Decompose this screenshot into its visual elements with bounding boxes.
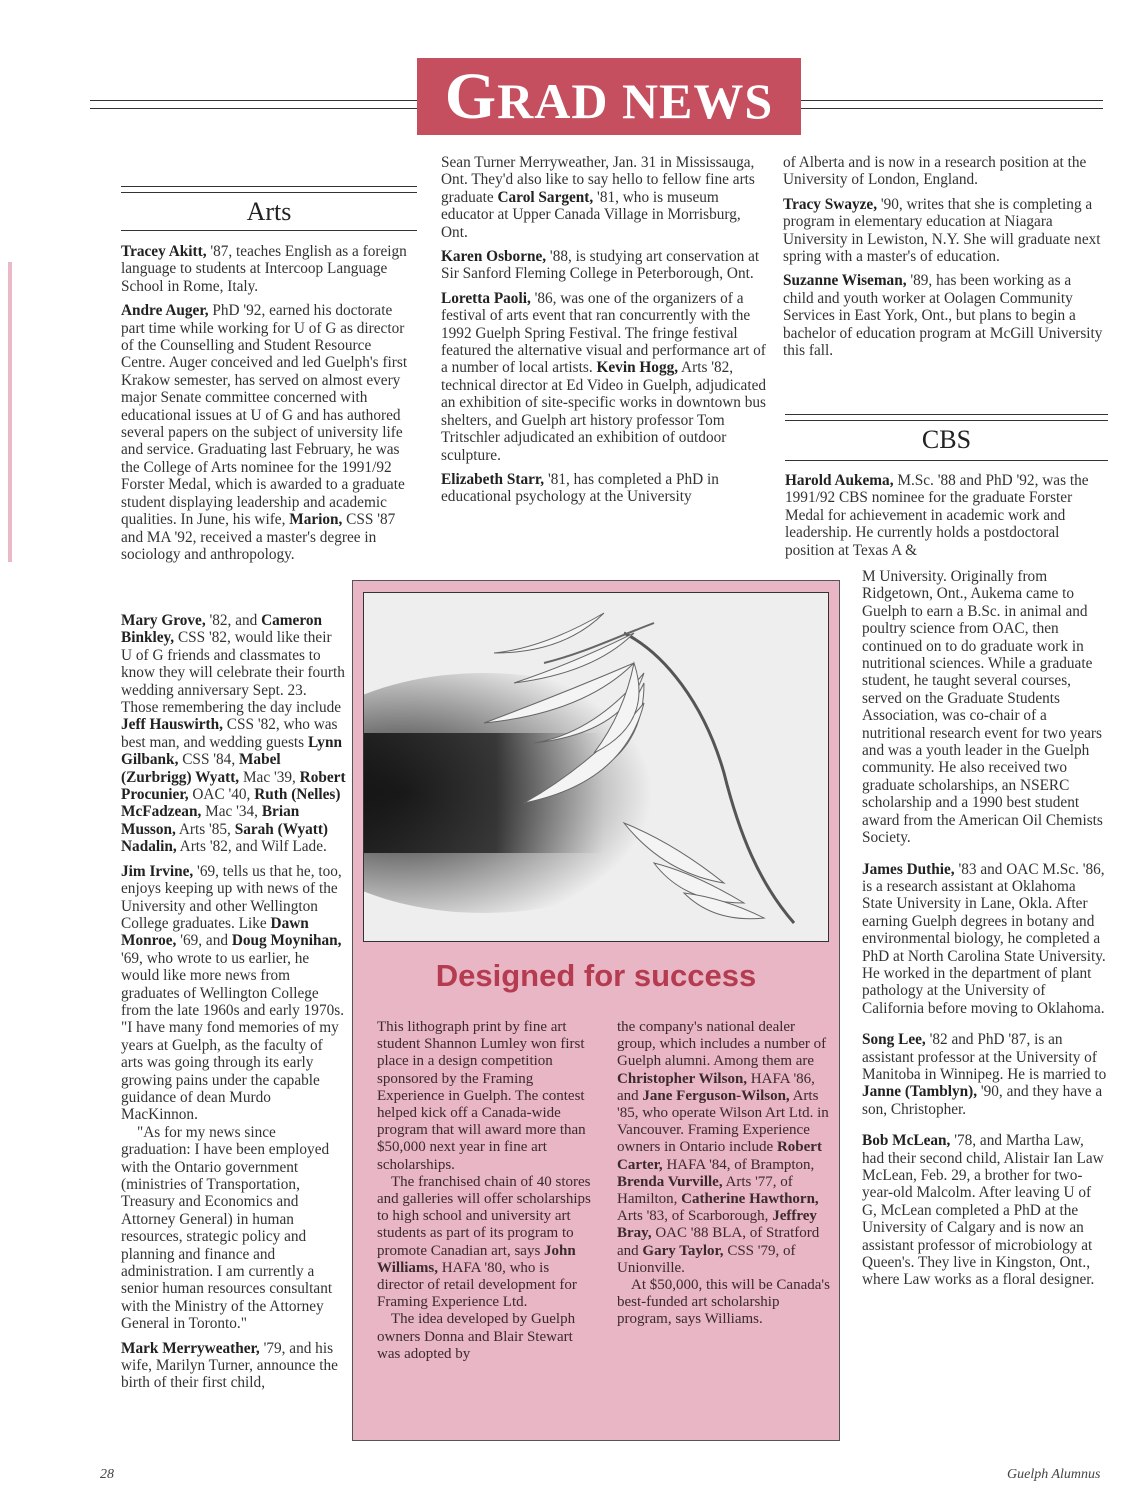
text: '79, and his wife, Marilyn Turner, announce the birth of their first child, xyxy=(121,1339,338,1392)
name: Ruth (Nelles) McFadzean, xyxy=(121,786,341,821)
name: Dawn Monroe, xyxy=(121,914,309,950)
name: Brian Musson, xyxy=(121,803,300,838)
item-james-duthie xyxy=(862,861,1108,1018)
text: '81, has completed a PhD in educational psychology at the University xyxy=(441,470,719,506)
name: Marion, xyxy=(289,511,343,529)
cbs-rule-top xyxy=(785,414,1108,415)
name: Mark Merryweather, xyxy=(121,1339,260,1357)
column-3 xyxy=(783,154,1103,366)
text: OAC '88 BLA, of Stratford and xyxy=(617,1225,820,1259)
item-bob-mclean xyxy=(862,1132,1108,1289)
feature-para-3: The idea developed by Guelph owners Donna and Blair Stewart was adopted by xyxy=(377,1311,576,1362)
text: '88, is studying art conservation at Sir Sanford Fleming College in Peterborough, Ont. xyxy=(441,248,760,283)
text: Mac '39, xyxy=(239,768,300,786)
name: Kevin Hogg, xyxy=(596,359,679,377)
lithograph-photo xyxy=(363,592,829,942)
text: Arts '77, of Hamilton, xyxy=(617,1173,793,1208)
text: '87, teaches English as a foreign language to students at Intercoop Language School in Rome, Italy. xyxy=(121,243,407,295)
name: Brenda Vurville, xyxy=(617,1173,723,1190)
column-2 xyxy=(441,154,767,513)
item-harold-aukema-cont: M University. Originally from Ridgetown, Ont., Aukema came to Guelph to earn a B.Sc. in animal and poultry science from OAC, then continued on to do graduate work in nutritional sciences. While a graduate student, he taught several courses, served on the Graduate Students Association, was co-chair of a nutritional research event for two years and was a youth leader in the Guelph community. He also received two graduate scholarships, an NSERC scholarship and a 1990 best student award from the American Oil Chemists Society. xyxy=(862,568,1103,847)
feature-column-right xyxy=(617,1019,830,1329)
name: Andre Auger, xyxy=(121,302,209,320)
name: Robert Procunier, xyxy=(121,768,346,804)
text: the company's national dealer group, which includes a number of Guelph alumni. Among them are xyxy=(617,1019,827,1070)
masthead-rule-right-bottom xyxy=(801,108,1103,109)
text: CSS '79, of Unionville. xyxy=(617,1242,796,1276)
text: The franchised chain of 40 stores and galleries will offer scholarships to high school and university art students as part of its program to promote Canadian art, says xyxy=(377,1173,591,1259)
feature-title: Designed for success xyxy=(435,958,757,993)
text: Arts '83, of Scarborough, xyxy=(617,1208,773,1225)
item-mark-merryweather xyxy=(121,1340,346,1392)
text: '90, writes that she is completing a program in elementary education at Niagara University in Lewiston, N.Y. She will graduate next spring with a master's of education. xyxy=(783,195,1101,266)
text: HAFA '84, of Brampton, xyxy=(662,1156,815,1173)
item-jim-irvine xyxy=(121,863,346,1124)
text: '69, and xyxy=(176,932,232,950)
feature-para-1: This lithograph print by fine art student Shannon Lumley won first place in a design competition sponsored by the Framing Experience in Guelph. The contest helped kick off a Canada-wide program that will award more than $50,000 next year in fine art scholarships. xyxy=(377,1019,586,1173)
text: Arts '85, xyxy=(175,820,235,838)
column-3-narrow xyxy=(862,568,1108,1296)
name: John Williams, xyxy=(377,1242,576,1276)
name: Lynn Gilbank, xyxy=(121,733,342,769)
item-tracey-akitt xyxy=(121,243,417,295)
item-harold-aukema xyxy=(785,472,1105,559)
name: Jeff Hauswirth, xyxy=(121,716,223,734)
text: '86, was one of the organizers of a festival of arts event that ran concurrently with the 1992 Guelph Spring Festival. The fringe festival featured the alternative visual and performance art of a number of local artists. xyxy=(441,289,766,377)
text: Sean Turner Merryweather, Jan. 31 in Mississauga, Ont. They'd also like to say hello to fellow fine arts graduate xyxy=(441,154,755,206)
name: Sarah (Wyatt) Nadalin, xyxy=(121,820,329,856)
item-tracy-swayze xyxy=(783,196,1103,266)
item-song-lee xyxy=(862,1031,1108,1118)
masthead-cap: G xyxy=(444,60,498,133)
text: '69, tells us that he, too, enjoys keeping up with news of the University and other Wellington College graduates. Like xyxy=(121,862,342,932)
item-elizabeth-starr xyxy=(441,471,767,506)
name: Tracy Swayze, xyxy=(783,195,878,213)
text: '82, and xyxy=(205,612,262,629)
text: Arts '82, and Wilf Lade. xyxy=(176,838,327,856)
name: James Duthie, xyxy=(862,860,955,878)
text: '82 and PhD '87, is an assistant professor at the University of Manitoba in Winnipeg. He is married to xyxy=(862,1031,1107,1083)
text: '83 and OAC M.Sc. '86, is a research assistant at Oklahoma State University in Lane, Okla. After earning Guelph degrees in botany and environmental biology, he completed a PhD at North Carolina State University. He worked in the department of plant pathology at the University of California before moving to Oklahoma. xyxy=(862,860,1106,1017)
page-edge-mark xyxy=(8,262,12,562)
text: M.Sc. '88 and PhD '92, was the 1991/92 CBS nominee for the graduate Forster Medal for achievement in academic work and leadership. He currently holds a postdoctoral position at Texas A & xyxy=(785,472,1089,559)
text: '89, has been working as a child and youth worker at Oolagen Community Services in East York, Ont., but plans to begin a bachelor of education program at McGill University this fall. xyxy=(783,272,1103,360)
masthead-rule-right-top xyxy=(801,100,1103,101)
text: Mac '34, xyxy=(201,803,262,821)
text: HAFA '80, who is director of retail development for Framing Experience Ltd. xyxy=(377,1259,577,1311)
name: Janne (Tamblyn), xyxy=(862,1083,978,1101)
name: Christopher Wilson, xyxy=(617,1070,748,1087)
text: Arts '82, technical director at Ed Video in Guelph, adjudicated an exhibition of site-specific works in downtown bus shelters, and Guelph art history professor Tom Tritschler adjudicated an exhibition of outdoor sculpture. xyxy=(441,359,767,464)
section-heading-cbs: CBS xyxy=(921,425,972,454)
text: CSS '82, who was best man, and wedding guests xyxy=(121,716,338,751)
masthead-grad-news xyxy=(417,58,801,135)
column-3-cbs xyxy=(785,472,1105,559)
text: HAFA '86, and xyxy=(617,1070,815,1104)
item-karen-osborne xyxy=(441,248,767,283)
name: Mary Grove, xyxy=(121,612,206,629)
text: OAC '40, xyxy=(188,786,255,804)
item-jim-irvine-quote: "As for my news since graduation: I have been employed with the Ontario government (ministries of Transportation, Treasury and Economics and Attorney General) in human resources, strategic policy and planning and finance and administration. I am currently a senior human resources consultant with the Ministry of the Attorney General in Toronto." xyxy=(121,1123,333,1333)
item-loretta-paoli xyxy=(441,290,767,464)
item-elizabeth-starr-cont: of Alberta and is now in a research position at the University of London, England. xyxy=(783,154,1087,189)
masthead-rest: RAD NEWS xyxy=(497,73,774,129)
item-carol-sargent xyxy=(441,154,767,241)
arts-rule-top xyxy=(121,186,417,187)
cbs-rule-bottom xyxy=(785,460,1108,461)
arts-rule-bottom xyxy=(121,230,417,231)
text: CSS '84, xyxy=(178,751,239,769)
text: PhD '92, earned his doctorate part time while working for U of G as director of the Counselling and Student Resource Centre. Auger conceived and led Guelph's first Krakow semester, has served on almost every major Senate committee concerned with educational issues at U of G and has authored several papers on the subject of university life and service. Graduating last February, he was the College of Arts nominee for the 1991/92 Forster Medal, which is awarded to a graduate student displaying leadership and academic qualities. In June, his wife, xyxy=(121,302,408,529)
name: Carol Sargent, xyxy=(497,188,594,206)
page-number: 28 xyxy=(100,1467,114,1482)
name: Harold Aukema, xyxy=(785,472,894,489)
name: Tracey Akitt, xyxy=(121,243,207,260)
masthead-rule-left-bottom xyxy=(90,108,417,109)
name: Jane Ferguson-Wilson, xyxy=(642,1087,790,1104)
text: '69, who wrote to us earlier, he would like more news from graduates of Wellington College from the late 1960s and early 1970s. "I have many fond memories of my years at Guelph, as the faculty of arts was going through its early growing pains under the capable guidance of dean Murdo MacKinnon. xyxy=(121,949,345,1124)
name: Elizabeth Starr, xyxy=(441,470,545,488)
text: CSS '82, would like their U of G friends and classmates to know they will celebrate their fourth wedding anniversary Sept. 23. Those remembering the day include xyxy=(121,629,345,717)
name: Jeffrey Bray, xyxy=(617,1208,817,1242)
lithograph-illustration xyxy=(364,593,829,942)
name: Karen Osborne, xyxy=(441,248,547,266)
feature-para-2 xyxy=(377,1174,592,1312)
name: Bob McLean, xyxy=(862,1132,951,1150)
arts-rule-top2 xyxy=(121,192,417,193)
name: Catherine Hawthorn, xyxy=(681,1191,819,1208)
name: Loretta Paoli, xyxy=(441,289,531,307)
text: CSS '87 and MA '92, received a master's degree in sociology and anthropology. xyxy=(121,511,396,563)
feature-column-left xyxy=(377,1019,592,1363)
masthead-rule-left-top xyxy=(90,100,417,101)
section-heading-arts: Arts xyxy=(246,197,292,226)
item-mary-grove xyxy=(121,612,346,856)
text: '81, who is museum educator at Upper Canada Village in Morrisburg, Ont. xyxy=(441,188,741,241)
name: Suzanne Wiseman, xyxy=(783,272,907,290)
name: Cameron Binkley, xyxy=(121,612,323,647)
text: '78, and Martha Law, had their second child, Alistair Ian Law McLean, Feb. 29, a brother for two-year-old Malcolm. After leaving U of G, McLean completed a PhD at the University of Calgary and is now an assistant professor of microbiology at Queen's. They live in Kingston, Ont., where Law works as a floral designer. xyxy=(862,1132,1104,1289)
name: Jim Irvine, xyxy=(121,862,194,880)
column-1 xyxy=(121,243,417,570)
item-andre-auger xyxy=(121,302,417,563)
feature-para-4 xyxy=(617,1019,830,1277)
item-suzanne-wiseman xyxy=(783,272,1103,359)
name: Robert Carter, xyxy=(617,1139,822,1173)
text: Arts '85, who operate Wilson Art Ltd. in Vancouver. Framing Experience owners in Ontario include xyxy=(617,1087,829,1156)
feature-para-5: At $50,000, this will be Canada's best-funded art scholarship program, says Williams. xyxy=(617,1277,830,1328)
name: Doug Moynihan, xyxy=(231,932,342,950)
text: '90, and they have a son, Christopher. xyxy=(862,1083,1103,1118)
publication-name: Guelph Alumnus xyxy=(1007,1467,1101,1482)
column-1-narrow xyxy=(121,612,346,1399)
name: Song Lee, xyxy=(862,1031,926,1049)
cbs-rule-top2 xyxy=(785,420,1108,421)
name: Gary Taylor, xyxy=(642,1242,724,1259)
name: Mabel (Zurbrigg) Wyatt, xyxy=(121,751,281,786)
